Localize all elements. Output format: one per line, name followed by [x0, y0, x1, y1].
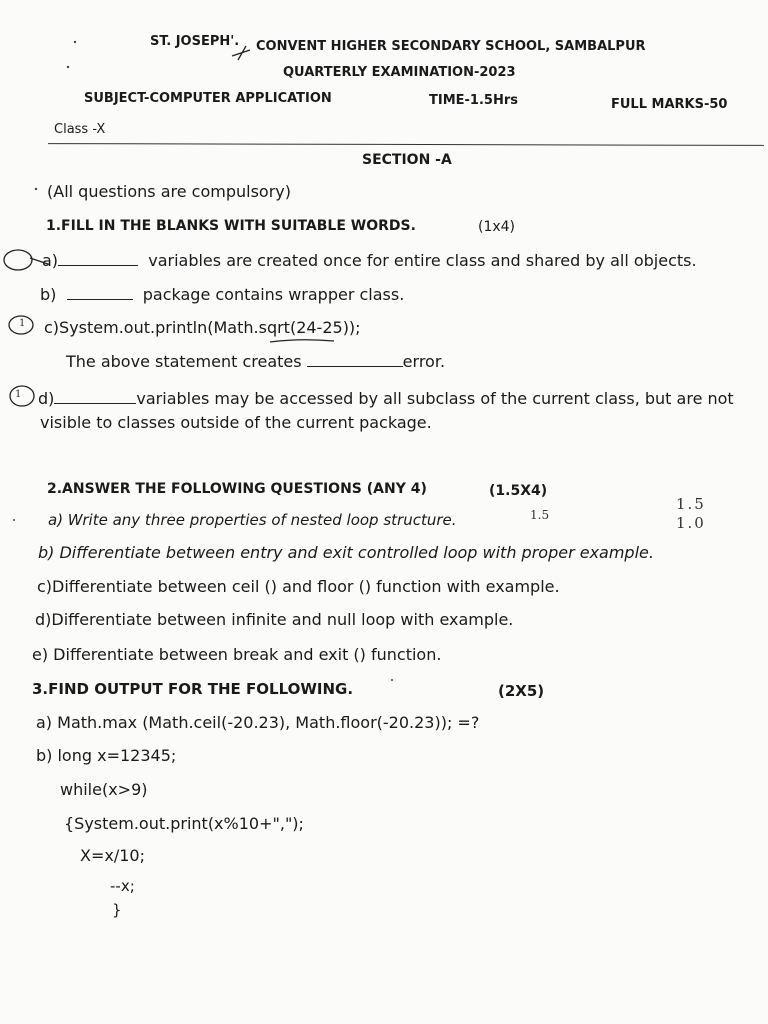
- speck: [13, 519, 15, 521]
- q2c: c)Differentiate between ceil () and floor () function with example.: [37, 577, 560, 596]
- handwritten-circle-number-2: 1: [15, 389, 22, 400]
- speck: [391, 679, 393, 681]
- q2a: a) Write any three properties of nested loop structure.: [48, 511, 457, 529]
- code-line-1: while(x>9): [60, 780, 148, 799]
- full-marks: FULL MARKS-50: [611, 97, 728, 112]
- circle-mark-q1a: [4, 250, 32, 270]
- q1a-text: variables are created once for entire class and shared by all objects.: [148, 251, 697, 270]
- handwritten-mark-3: 1.0: [676, 514, 706, 532]
- q1d-text-line2: visible to classes outside of the current package.: [40, 413, 432, 432]
- q1d-label: d): [38, 389, 55, 408]
- handwritten-circle-number-1: 1: [19, 318, 26, 329]
- speck: [35, 188, 37, 190]
- q1c-text-before: The above statement creates: [66, 352, 302, 371]
- q3-title: 3.FIND OUTPUT FOR THE FOLLOWING.: [32, 680, 354, 698]
- q3a: a) Math.max (Math.ceil(-20.23), Math.floor(-20.23)); =?: [36, 713, 480, 732]
- code-line-3: X=x/10;: [80, 846, 145, 865]
- q2-marks: (1.5X4): [489, 483, 548, 499]
- q3b: b) long x=12345;: [36, 746, 177, 765]
- q1-title: 1.FILL IN THE BLANKS WITH SUITABLE WORDS.: [46, 218, 416, 234]
- code-line-4: --x;: [110, 877, 135, 895]
- school-name-left: ST. JOSEPH'.: [150, 34, 240, 49]
- subject: SUBJECT-COMPUTER APPLICATION: [84, 91, 332, 106]
- q1-marks: (1x4): [478, 219, 516, 235]
- underline-mark: [270, 340, 334, 342]
- q2-title: 2.ANSWER THE FOLLOWING QUESTIONS (ANY 4): [47, 481, 427, 497]
- handwritten-mark-1: 1.5: [530, 508, 550, 522]
- school-name-right: CONVENT HIGHER SECONDARY SCHOOL, SAMBALPUR: [256, 39, 646, 54]
- exam-title: QUARTERLY EXAMINATION-2023: [283, 65, 516, 80]
- code-line-2: {System.out.print(x%10+",");: [64, 814, 304, 833]
- q2b: b) Differentiate between entry and exit controlled loop with proper example.: [38, 543, 654, 562]
- time: TIME-1.5Hrs: [429, 93, 518, 108]
- section-title: SECTION -A: [362, 152, 452, 168]
- q2e: e) Differentiate between break and exit () function.: [32, 645, 442, 664]
- q1c-text-after: error.: [402, 352, 446, 371]
- circle-mark-q1c: [9, 316, 33, 334]
- q1b-label: b): [40, 285, 57, 304]
- code-line-5: }: [112, 901, 122, 919]
- stroke-mark-q1a: [30, 258, 48, 264]
- handwritten-mark-2: 1.5: [676, 495, 706, 513]
- ink-mark-header: [232, 46, 250, 60]
- q1d-text: variables may be accessed by all subclass of the current class, but are not: [136, 389, 734, 408]
- speck: [67, 66, 69, 68]
- q1b-text: package contains wrapper class.: [142, 285, 405, 304]
- q3-marks: (2X5): [498, 682, 545, 700]
- speck: [74, 41, 76, 43]
- q2d: d)Differentiate between infinite and null loop with example.: [35, 610, 514, 629]
- instruction: (All questions are compulsory): [47, 182, 291, 201]
- class-label: Class -X: [54, 122, 106, 137]
- q1a-label: a): [42, 251, 59, 270]
- circle-mark-q1d: [10, 386, 34, 406]
- q1c-code: c)System.out.println(Math.sqrt(24-25));: [44, 318, 361, 337]
